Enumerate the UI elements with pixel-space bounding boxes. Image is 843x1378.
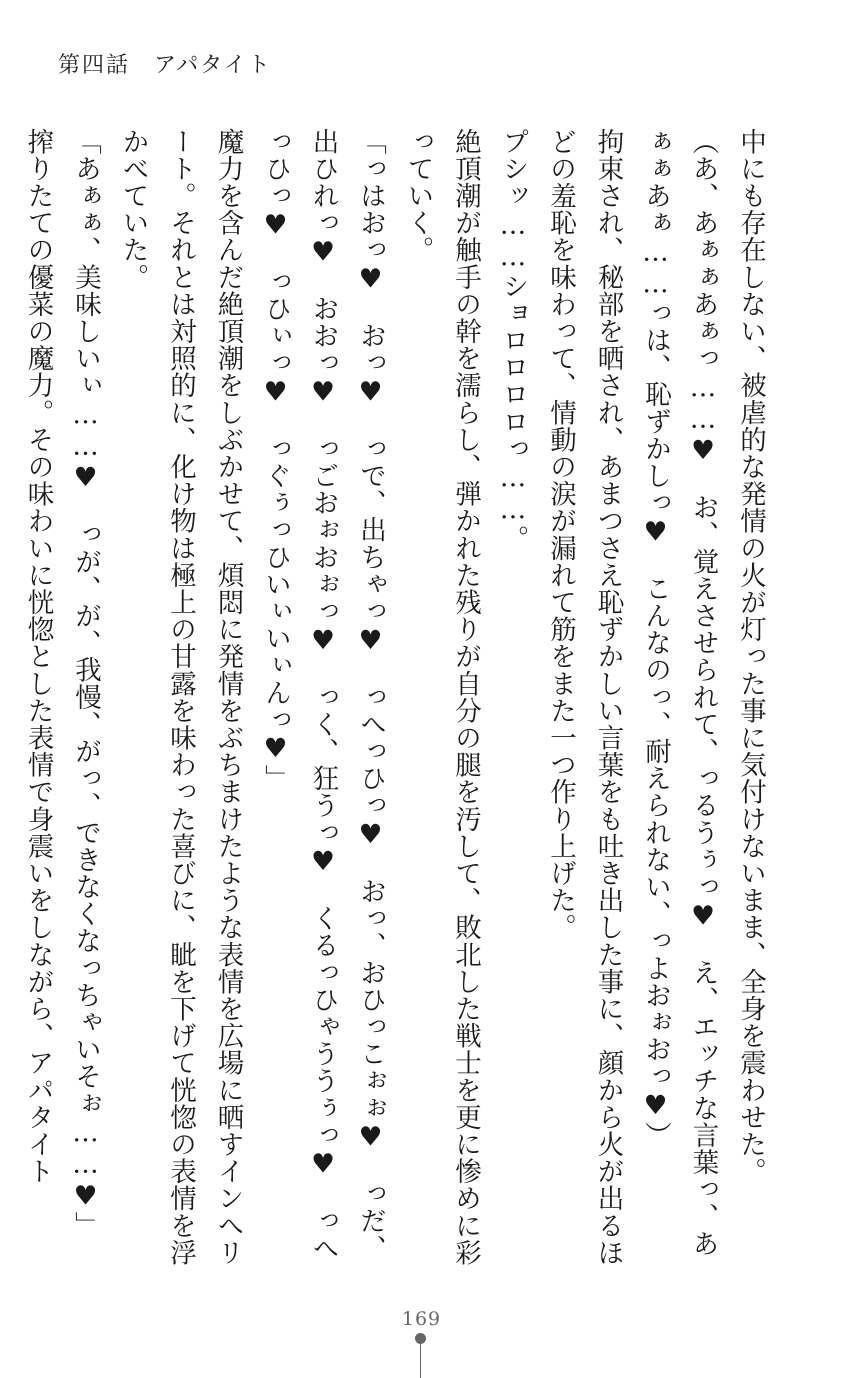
chapter-header: 第四話 アパタイト: [58, 53, 272, 78]
paragraph: 「あぁぁ、美味しいぃ……♥ っが、が、我慢、がっ、できなくなっちゃいそぉ……♥」: [70, 128, 101, 1239]
paragraph: 「っはおっ♥ おっ♥ っで、出ちゃっ♥ っへっひっ♥ おっ、おひっこぉぉ♥ っだ、出ひれっ♥ おおっ♥ っごおぉおぉっ♥ っく、狂うっ♥ くるっひゃううぅっ♥ っへっひっ♥ っひぃっ♥ っぐぅっひいぃいぃんっ♥」: [260, 128, 386, 1262]
paragraph: 魔力を含んだ絶頂潮をしぶかせて、煩悶に発情をぶちまけたような表情を広場に晒すインへリート。それとは対照的に、化け物は極上の甘露を味わった喜びに、眦を下げて恍惚の表情を浮かべていた。: [117, 128, 244, 1267]
paragraph: プシッ……ショロロロロっ……。: [497, 128, 529, 553]
paragraph: 搾りたての優菜の魔力。その味わいに恍惚とした表情で身震いをしながら、アパタイト: [22, 128, 54, 1185]
paragraph: 絶頂潮が触手の幹を濡らし、弾かれた残りが自分の腿を汚して、敗北した戦士を更に惨めに彩っていく。: [402, 128, 481, 1267]
paragraph: 拘束され、秘部を晒され、あまつさえ恥ずかしい言葉をも吐き出した事に、顔から火が出るほどの羞恥を味わって、情動の涙が漏れて筋をまた一つ作り上げた。: [545, 128, 624, 1267]
page-number: 169: [401, 1308, 442, 1330]
paragraph: （あ、あぁぁあぁっ……♥ お、覚えさせられて、っるうぅっ♥ え、エッチな言葉っ、あぁぁあぁ……っは、恥ずかしっ♥ こんなのっ、耐えられない、っよおぉおっ♥）: [640, 128, 719, 1258]
body-text: [22, 128, 774, 1268]
paragraph: 中にも存在しない、被虐的な発情の火が灯った事に気付けないまま、全身を震わせた。: [735, 128, 766, 1185]
folio-line-ornament: [420, 1343, 421, 1378]
